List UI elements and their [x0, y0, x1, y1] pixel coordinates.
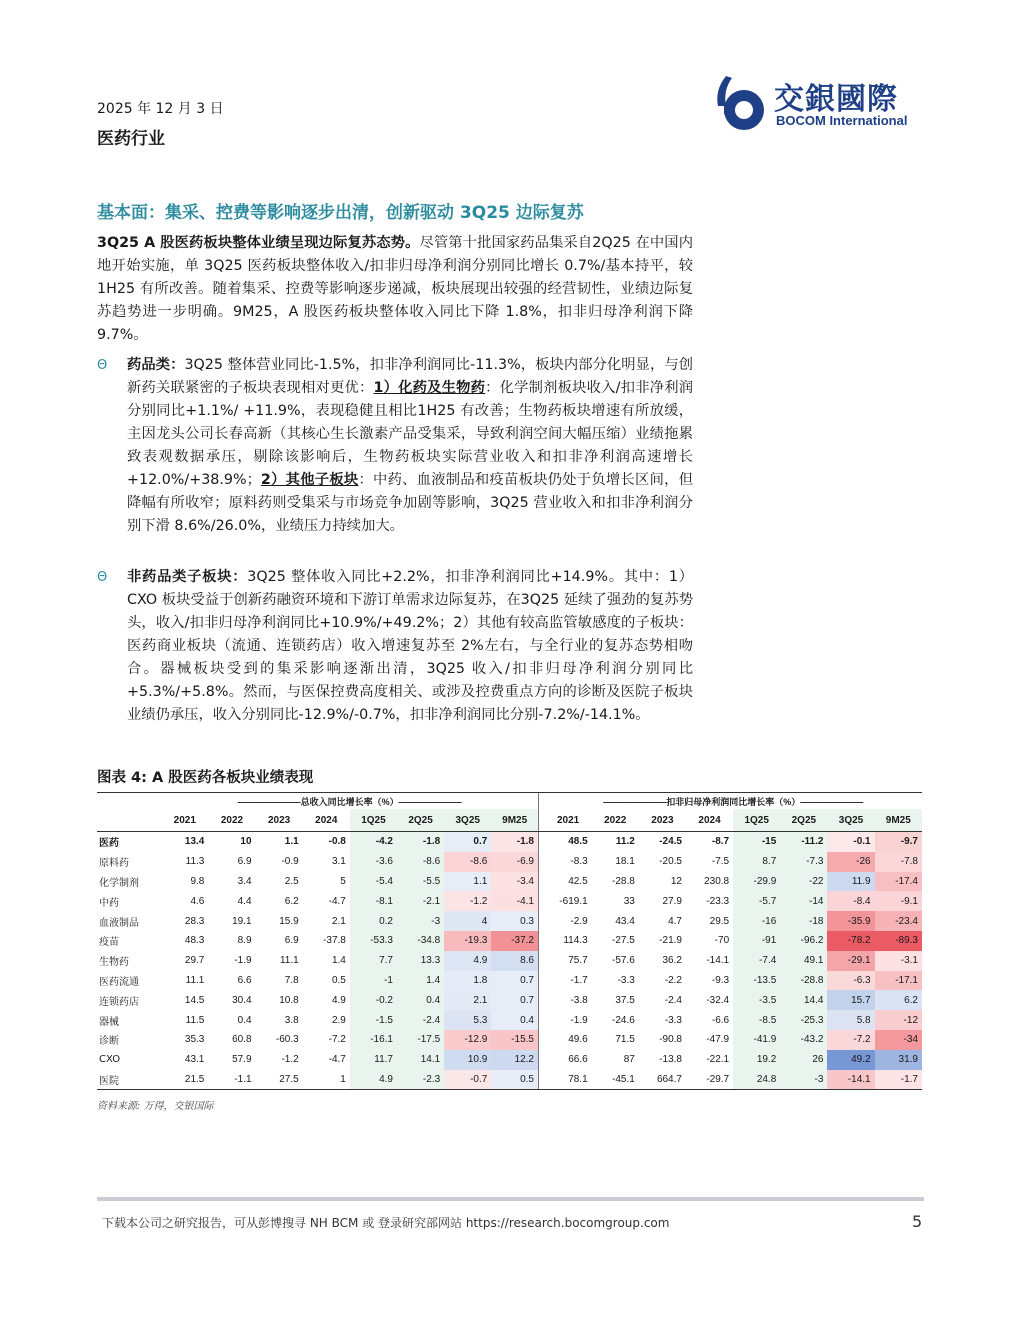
profit-cell: -1.9 — [570, 1014, 588, 1026]
row-label: 血液制品 — [99, 917, 139, 929]
profit-cell: -47.9 — [706, 1034, 730, 1046]
revenue-cell: -1.1 — [208, 1070, 255, 1090]
revenue-cell: 1.1 — [284, 836, 299, 848]
profit-cell: -5.7 — [733, 891, 780, 911]
profit-cell: -9.1 — [875, 891, 922, 911]
revenue-group-header: ———————总收入同比增长率（%）——————— — [161, 793, 538, 810]
bullet-non-pharma-text — [127, 566, 693, 727]
revenue-cell: -16.1 — [350, 1030, 397, 1050]
revenue-cell: 28.3 — [184, 915, 205, 927]
profit-col-header: 3Q25 — [827, 809, 874, 832]
bullet-pharma-part1: 3Q25 整体营业同比-1.5%，扣非净利润同比-11.3%，板块内部分化明显，与创新药关联紧密的子板块表现相对更优： — [127, 357, 694, 396]
profit-col-header: 2023 — [639, 809, 686, 832]
profit-cell: 664.7 — [639, 1070, 686, 1090]
revenue-cell: -3.6 — [350, 852, 397, 872]
profit-cell: -70 — [714, 935, 730, 947]
profit-cell: -17.4 — [875, 872, 922, 892]
profit-cell: 15.7 — [827, 990, 874, 1010]
revenue-cell: 8.9 — [237, 935, 252, 947]
revenue-cell: -34.8 — [397, 931, 444, 951]
revenue-cell: 0.5 — [491, 1070, 538, 1090]
revenue-col-header: 3Q25 — [444, 809, 491, 832]
table-row — [97, 911, 922, 931]
revenue-cell: -5.5 — [397, 872, 444, 892]
profit-cell: 49.6 — [568, 1034, 588, 1046]
profit-cell: 75.7 — [568, 955, 588, 967]
row-label: 原料药 — [99, 858, 129, 870]
profit-cell: -32.4 — [706, 994, 730, 1006]
profit-col-header: 1Q25 — [733, 809, 780, 832]
bullet-pharma-highlight1: 1）化药及生物药 — [373, 380, 486, 396]
profit-cell: 43.4 — [615, 915, 635, 927]
profit-cell: -16 — [733, 911, 780, 931]
revenue-cell: -0.7 — [444, 1070, 491, 1090]
profit-cell: -0.1 — [827, 832, 874, 852]
bullet-marker-icon: Θ — [97, 570, 108, 585]
table-row — [97, 951, 922, 971]
revenue-cell: 10.8 — [279, 994, 299, 1006]
profit-cell: -28.8 — [612, 875, 635, 887]
profit-cell: 49.2 — [827, 1050, 874, 1070]
revenue-cell: 0.7 — [444, 832, 491, 852]
revenue-cell: 6.6 — [237, 974, 252, 986]
revenue-cell: -1.5 — [350, 1010, 397, 1030]
revenue-cell: -1 — [350, 971, 397, 991]
revenue-col-header: 2023 — [256, 809, 303, 832]
profit-cell: -9.7 — [875, 832, 922, 852]
profit-cell: 114.3 — [563, 935, 588, 947]
revenue-cell: 35.3 — [184, 1034, 205, 1046]
table-row — [97, 832, 922, 852]
revenue-cell: 3.1 — [331, 856, 346, 868]
revenue-cell: 0.7 — [491, 971, 538, 991]
row-label: 医院 — [97, 1070, 161, 1090]
revenue-cell: 6.2 — [284, 895, 299, 907]
profit-cell: -2.4 — [664, 994, 682, 1006]
revenue-cell: 2.1 — [444, 990, 491, 1010]
profit-cell: -14.1 — [706, 955, 730, 967]
bullet-non-pharma-lead: 非药品类子板块： — [127, 569, 248, 585]
revenue-col-header: 2024 — [303, 809, 350, 832]
table-row — [97, 1070, 922, 1090]
source-note: 资料来源: 万得，交银国际 — [97, 1101, 214, 1112]
table-row — [97, 1030, 922, 1050]
revenue-cell: -53.3 — [350, 931, 397, 951]
revenue-cell: 0.5 — [331, 974, 346, 986]
profit-cell: -17.1 — [875, 971, 922, 991]
performance-table-grid — [97, 792, 922, 1090]
revenue-cell: -2.3 — [397, 1070, 444, 1090]
bullet-non-pharma-body: 3Q25 整体收入同比+2.2%，扣非净利润同比+14.9%。其中：1）CXO 板块受益于创新药融资环境和下游订单需求边际复苏，在3Q25 延续了强劲的复苏势头，收入/扣非归母净利润同比+10.9%/+49.2%；2）其他有较高监管敏感度的子板块：医药商业板块（流通、连锁药店）收入增速复苏至 2%左右，与全行业的复苏态势相吻合。器械板块受到的集采影响逐渐出清，3Q25 收入/扣非归母净利润分别同比+5.3%/+5.8%。然而，与医保控费高度相关、或涉及控费重点方向的诊断及医院子板块业绩仍承压，收入分别同比-12.9%/-0.7%，扣非净利润同比分别-7.2%/-14.1%。 — [127, 569, 694, 723]
revenue-cell: 14.1 — [397, 1050, 444, 1070]
profit-cell: -23.4 — [875, 911, 922, 931]
profit-cell: 33 — [623, 895, 635, 907]
profit-cell: -3.3 — [617, 974, 635, 986]
logo-english-name: BOCOM International — [776, 113, 908, 128]
table-row — [97, 872, 922, 892]
revenue-cell: 4.9 — [350, 1070, 397, 1090]
profit-cell: -7.3 — [780, 852, 827, 872]
profit-cell: 36.2 — [662, 955, 682, 967]
revenue-cell: -1.9 — [234, 955, 252, 967]
revenue-cell: 4 — [444, 911, 491, 931]
table-column-header-row — [97, 809, 922, 832]
revenue-cell: 14.5 — [184, 994, 205, 1006]
revenue-cell: 13.4 — [184, 836, 205, 848]
revenue-cell: 2.1 — [331, 915, 346, 927]
revenue-cell: 0.7 — [491, 990, 538, 1010]
table-group-header-row — [97, 793, 922, 810]
profit-cell: 14.4 — [780, 990, 827, 1010]
bullet-marker-icon: Θ — [97, 358, 108, 373]
bullet-pharma-highlight2: 2）其他子板块 — [260, 472, 359, 488]
profit-cell: 29.5 — [709, 915, 730, 927]
revenue-cell: 2.9 — [331, 1014, 346, 1026]
profit-cell: 11.9 — [827, 872, 874, 892]
revenue-cell: 9.8 — [190, 875, 205, 887]
revenue-cell: 8.6 — [491, 951, 538, 971]
revenue-cell: -1.2 — [281, 1054, 299, 1066]
revenue-cell: -2.4 — [397, 1010, 444, 1030]
profit-cell: -91 — [733, 931, 780, 951]
profit-cell: -1.7 — [875, 1070, 922, 1090]
profit-cell: 27.9 — [662, 895, 682, 907]
revenue-col-header: 2022 — [208, 809, 255, 832]
revenue-cell: 30.4 — [232, 994, 252, 1006]
revenue-cell: 2.5 — [284, 875, 299, 887]
profit-cell: 49.1 — [780, 951, 827, 971]
intro-lead: 3Q25 A 股医药板块整体业绩呈现边际复苏态势。 — [97, 235, 420, 251]
revenue-cell: -4.7 — [328, 1054, 346, 1066]
profit-cell: -78.2 — [827, 931, 874, 951]
profit-col-header: 9M25 — [875, 809, 922, 832]
profit-cell: -7.8 — [875, 852, 922, 872]
profit-cell: 87 — [623, 1054, 635, 1066]
table-row — [97, 852, 922, 872]
profit-cell: -9.3 — [711, 974, 730, 986]
revenue-cell: 57.9 — [232, 1054, 252, 1066]
profit-cell: 12 — [670, 875, 682, 887]
revenue-cell: 27.5 — [256, 1070, 303, 1090]
revenue-cell: -12.9 — [444, 1030, 491, 1050]
revenue-cell: 6.9 — [284, 935, 299, 947]
revenue-cell: -15.5 — [491, 1030, 538, 1050]
profit-cell: -3.8 — [570, 994, 588, 1006]
revenue-cell: 43.1 — [184, 1054, 205, 1066]
profit-cell: -7.5 — [711, 856, 730, 868]
revenue-cell: -4.7 — [328, 895, 346, 907]
bullet-pharma-part2: ：化学制剂板块收入/扣非净利润分别同比+1.1%/ +11.9%，表现稳健且相比1H25 有改善；生物药板块增速有所放缓，主因龙头公司长春高新（其核心生长激素产品受集采，导致利润空间大幅压缩）业绩拖累致表观数据承压，剔除该影响后，生物药板块实际营业收入和扣非净利润高速增长+12.0%/+38.9%； — [127, 380, 693, 488]
revenue-cell: 0.4 — [397, 990, 444, 1010]
row-label: 中药 — [99, 897, 119, 909]
revenue-cell: 1.1 — [444, 872, 491, 892]
row-label: 生物药 — [99, 957, 129, 969]
row-label: 连锁药店 — [99, 996, 139, 1008]
profit-cell: -34 — [875, 1030, 922, 1050]
profit-cell: -7.2 — [827, 1030, 874, 1050]
revenue-cell: 13.3 — [397, 951, 444, 971]
revenue-cell: 0.2 — [350, 911, 397, 931]
performance-table — [97, 792, 922, 1090]
profit-cell: -8.4 — [827, 891, 874, 911]
revenue-cell: 15.9 — [279, 915, 299, 927]
row-label: 器械 — [99, 1016, 119, 1028]
profit-cell: -29.7 — [686, 1070, 733, 1090]
profit-col-header: 2021 — [545, 809, 592, 832]
report-date: 2025 年 12 月 3 日 — [97, 101, 224, 117]
profit-cell: -24.5 — [659, 836, 682, 848]
bullet-pharma-part3: ：中药、血液制品和疫苗板块仍处于负增长区间，但降幅有所收窄；原料药则受集采与市场竞争加剧等影响，3Q25 营业收入和扣非净利润分别下滑 8.6%/26.0%，业绩压力持续加大。 — [127, 472, 693, 534]
revenue-cell: 0.3 — [491, 911, 538, 931]
profit-cell: -35.9 — [827, 911, 874, 931]
profit-cell: 18.1 — [615, 856, 635, 868]
revenue-cell: 29.7 — [184, 955, 205, 967]
profit-cell: -14 — [780, 891, 827, 911]
revenue-cell: 4.9 — [444, 951, 491, 971]
profit-cell: -14.1 — [827, 1070, 874, 1090]
revenue-cell: -37.2 — [491, 931, 538, 951]
profit-cell: 5.8 — [827, 1010, 874, 1030]
bocom-logo — [712, 72, 927, 134]
revenue-cell: -2.1 — [397, 891, 444, 911]
profit-col-header: 2Q25 — [780, 809, 827, 832]
revenue-cell: 10.9 — [444, 1050, 491, 1070]
page-number: 5 — [912, 1212, 923, 1231]
table-row — [97, 1050, 922, 1070]
bocom-logo-icon — [712, 72, 770, 134]
profit-cell: -20.5 — [659, 856, 682, 868]
report-sector: 医药行业 — [97, 129, 165, 149]
profit-cell: -12 — [875, 1010, 922, 1030]
profit-cell: -6.6 — [711, 1014, 730, 1026]
revenue-cell: -8.1 — [350, 891, 397, 911]
profit-cell: -24.6 — [612, 1014, 635, 1026]
profit-cell: -3 — [780, 1070, 827, 1090]
revenue-cell: -19.3 — [444, 931, 491, 951]
profit-cell: -43.2 — [780, 1030, 827, 1050]
revenue-cell: -3 — [397, 911, 444, 931]
revenue-cell: -1.8 — [491, 832, 538, 852]
profit-cell: -3.1 — [875, 951, 922, 971]
revenue-cell: 60.8 — [232, 1034, 252, 1046]
table-row — [97, 971, 922, 991]
revenue-cell: -17.5 — [397, 1030, 444, 1050]
intro-body: 尽管第十批国家药品集采自2Q25 在中国内地开始实施，单 3Q25 医药板块整体收入/扣非归母净利润分别同比增长 0.7%/基本持平，较 1H25 有所改善。随着集采、控费等影响逐步递减，板块展现出较强的经营韧性，业绩边际复苏趋势进一步明确。9M25，A 股医药板块整体收入同比下降 1.8%，扣非归母净利润下降 9.7%。 — [97, 235, 693, 343]
profit-cell: -23.3 — [706, 895, 730, 907]
profit-cell: -2.9 — [570, 915, 588, 927]
revenue-cell: 3.4 — [237, 875, 252, 887]
profit-cell: -13.5 — [733, 971, 780, 991]
profit-col-header: 2024 — [686, 809, 733, 832]
revenue-cell: 6.9 — [237, 856, 252, 868]
row-label: 化学制剂 — [99, 877, 139, 889]
revenue-cell: -5.4 — [350, 872, 397, 892]
table-row — [97, 1010, 922, 1030]
revenue-cell: 4.4 — [237, 895, 252, 907]
profit-cell: -3.5 — [733, 990, 780, 1010]
profit-cell: -22.1 — [706, 1054, 730, 1066]
revenue-cell: 7.7 — [350, 951, 397, 971]
revenue-cell: -6.9 — [491, 852, 538, 872]
revenue-cell: -4.1 — [491, 891, 538, 911]
revenue-cell: -4.2 — [350, 832, 397, 852]
profit-cell: 6.2 — [875, 990, 922, 1010]
revenue-cell: -8.6 — [444, 852, 491, 872]
profit-cell: -29.1 — [827, 951, 874, 971]
revenue-cell: 1.4 — [331, 955, 346, 967]
revenue-cell: 1.4 — [397, 971, 444, 991]
profit-cell: -619.1 — [559, 895, 588, 907]
profit-cell: -8.7 — [711, 836, 730, 848]
profit-cell: -57.6 — [612, 955, 635, 967]
profit-cell: -25.3 — [780, 1010, 827, 1030]
revenue-cell: 19.1 — [232, 915, 252, 927]
profit-cell: -13.8 — [659, 1054, 682, 1066]
revenue-col-header: 9M25 — [491, 809, 538, 832]
profit-cell: -7.4 — [733, 951, 780, 971]
revenue-cell: 1.8 — [444, 971, 491, 991]
profit-cell: -22 — [780, 872, 827, 892]
profit-cell: 11.2 — [615, 836, 635, 848]
profit-cell: 66.6 — [568, 1054, 588, 1066]
revenue-cell: 11.7 — [350, 1050, 397, 1070]
section-title: 基本面：集采、控费等影响逐步出清，创新驱动 3Q25 边际复苏 — [97, 203, 584, 223]
profit-col-header: 2022 — [592, 809, 639, 832]
revenue-cell: -3.4 — [491, 872, 538, 892]
profit-cell: -6.3 — [827, 971, 874, 991]
profit-cell: -41.9 — [733, 1030, 780, 1050]
profit-cell: 8.7 — [733, 852, 780, 872]
profit-cell: -15 — [733, 832, 780, 852]
row-label: 医药 — [99, 838, 119, 850]
revenue-col-header: 1Q25 — [350, 809, 397, 832]
profit-cell: -45.1 — [592, 1070, 639, 1090]
revenue-cell: 5 — [340, 875, 346, 887]
profit-cell: -89.3 — [875, 931, 922, 951]
profit-cell: 71.5 — [615, 1034, 635, 1046]
revenue-cell: 1 — [303, 1070, 350, 1090]
revenue-col-header: 2Q25 — [397, 809, 444, 832]
profit-cell: -28.8 — [780, 971, 827, 991]
revenue-cell: 11.1 — [279, 955, 299, 967]
revenue-cell: -1.2 — [444, 891, 491, 911]
bullet-pharma-lead: 药品类： — [127, 357, 185, 373]
row-label: 医药流通 — [99, 976, 139, 988]
footer-divider — [97, 1197, 924, 1201]
profit-cell: -90.8 — [659, 1034, 682, 1046]
revenue-cell: 7.8 — [284, 974, 299, 986]
revenue-cell: 21.5 — [161, 1070, 208, 1090]
revenue-cell: -1.8 — [397, 832, 444, 852]
header-corner — [97, 809, 161, 832]
revenue-cell: 0.4 — [237, 1014, 252, 1026]
revenue-cell: -7.2 — [328, 1034, 346, 1046]
revenue-cell: 4.6 — [190, 895, 205, 907]
revenue-cell: 11.5 — [185, 1014, 205, 1026]
profit-cell: 42.5 — [568, 875, 588, 887]
profit-cell: 78.1 — [545, 1070, 592, 1090]
profit-cell: -11.2 — [780, 832, 827, 852]
revenue-cell: -37.8 — [323, 935, 346, 947]
bullet-pharma-text — [127, 354, 693, 538]
logo-chinese-name: 交銀國際 — [774, 82, 898, 117]
profit-cell: -27.5 — [612, 935, 635, 947]
profit-cell: -3.3 — [664, 1014, 682, 1026]
profit-cell: 230.8 — [704, 875, 730, 887]
chart-caption: 图表 4: A 股医药各板块业绩表现 — [97, 770, 314, 786]
revenue-cell: -8.6 — [397, 852, 444, 872]
profit-cell: -8.3 — [570, 856, 588, 868]
profit-group-header: ———————扣非归母净利润同比增长率（%）——————— — [545, 793, 923, 810]
revenue-cell: 11.1 — [185, 974, 205, 986]
intro-paragraph — [97, 232, 693, 347]
revenue-cell: 12.2 — [491, 1050, 538, 1070]
revenue-cell: 5.3 — [444, 1010, 491, 1030]
revenue-cell: -0.2 — [350, 990, 397, 1010]
profit-cell: 4.7 — [668, 915, 682, 927]
profit-cell: 31.9 — [875, 1050, 922, 1070]
table-row — [97, 990, 922, 1010]
revenue-cell: 10 — [240, 836, 252, 848]
profit-cell: -26 — [827, 852, 874, 872]
revenue-cell: 11.3 — [185, 856, 205, 868]
profit-cell: 24.8 — [733, 1070, 780, 1090]
profit-cell: -21.9 — [659, 935, 682, 947]
profit-cell: 48.5 — [568, 836, 588, 848]
table-row — [97, 931, 922, 951]
table-row — [97, 891, 922, 911]
revenue-cell: 3.8 — [284, 1014, 299, 1026]
profit-cell: -18 — [780, 911, 827, 931]
revenue-cell: -0.8 — [328, 836, 346, 848]
revenue-col-header: 2021 — [161, 809, 208, 832]
profit-cell: 19.2 — [733, 1050, 780, 1070]
revenue-cell: 0.4 — [491, 1010, 538, 1030]
revenue-cell: 48.3 — [184, 935, 205, 947]
row-label: 诊断 — [99, 1036, 119, 1048]
footer-text: 下载本公司之研究报告，可从彭博搜寻 NH BCM 或 登录研究部网站 https://research.bocomgroup.com — [102, 1216, 670, 1230]
profit-cell: -2.2 — [664, 974, 682, 986]
revenue-cell: -0.9 — [281, 856, 299, 868]
profit-cell: -96.2 — [780, 931, 827, 951]
profit-cell: 37.5 — [615, 994, 635, 1006]
profit-cell: -1.7 — [570, 974, 588, 986]
row-label: 疫苗 — [99, 937, 119, 949]
profit-cell: -8.5 — [733, 1010, 780, 1030]
row-label: CXO — [99, 1054, 121, 1066]
revenue-cell: -60.3 — [275, 1034, 299, 1046]
profit-cell: -29.9 — [733, 872, 780, 892]
revenue-cell: 4.9 — [331, 994, 346, 1006]
profit-cell: 26 — [780, 1050, 827, 1070]
